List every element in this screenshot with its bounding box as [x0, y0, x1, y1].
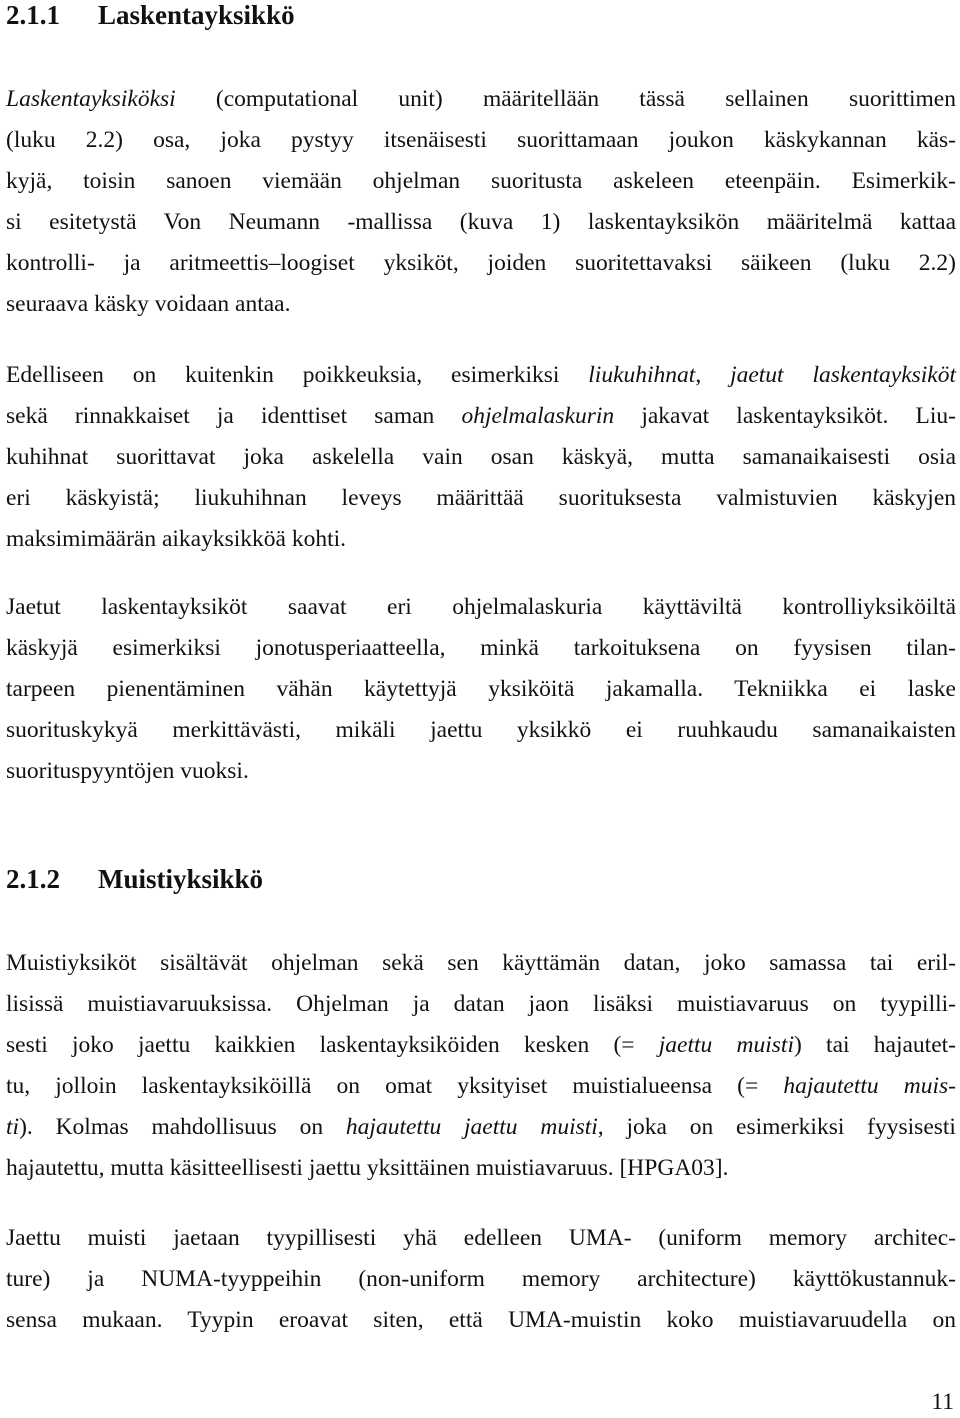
term-hajautettu-muisti: hajautettu muis- — [783, 1073, 956, 1099]
term-liukuhihnat: liukuhihnat — [588, 362, 696, 388]
text-line: suorituskykyä merkittävästi, mikäli jaettu yksikkö ei ruuhkaudu samanaikaisten — [6, 717, 956, 743]
text-line: kyjä, toisin sanoen viemään ohjelman suoritusta askeleen eteenpäin. Esimerkik- — [6, 168, 956, 194]
section-title: Laskentayksikkö — [98, 0, 295, 30]
paragraph-memory-units — [6, 943, 956, 1189]
paragraph-exceptions — [6, 355, 956, 560]
text-line: eri käskyistä; liukuhihnan leveys määrittää suorituksesta valmistuvien käskyjen — [6, 485, 956, 511]
text-line: sesti joko jaettu kaikkien laskentayksiköiden kesken (= jaettu muisti) tai hajautet- — [6, 1032, 956, 1058]
text-line: sensa mukaan. Tyypin eroavat siten, että UMA-muistin koko muistiavaruudella on — [6, 1307, 956, 1333]
text-line: Jaetut laskentayksiköt saavat eri ohjelmalaskuria käyttäviltä kontrolliyksiköiltä — [6, 594, 956, 620]
term-jaettu-muisti: jaettu muisti — [658, 1032, 794, 1058]
paragraph-uma-numa — [6, 1218, 956, 1341]
text-line: lisissä muistiavaruuksissa. Ohjelman ja datan jaon lisäksi muistiavaruus on tyypilli- — [6, 991, 956, 1017]
text-line: seuraava käsky voidaan antaa. — [6, 291, 291, 317]
text-line: kuhihnat suorittavat joka askelella vain osan käskyä, mutta samanaikaisesti osia — [6, 444, 956, 470]
text-line: si esitetystä Von Neumann -mallissa (kuva 1) laskentayksikön määritelmä kattaa — [6, 209, 956, 235]
text-line: Muistiyksiköt sisältävät ohjelman sekä sen käyttämän datan, joko samassa tai eril- — [6, 950, 956, 976]
section-heading-laskentayksikko — [6, 0, 295, 30]
text-line: suorituspyyntöjen vuoksi. — [6, 758, 249, 784]
text-line: (luku 2.2) osa, joka pystyy itsenäisesti suorittamaan joukon käskykannan käs- — [6, 127, 956, 153]
text-line: Edelliseen on kuitenkin poikkeuksia, esimerkiksi liukuhihnat, jaetut laskentayksiköt — [6, 362, 957, 388]
text-line: tu, jolloin laskentayksiköillä on omat yksityiset muistialueensa (= hajautettu muis- — [6, 1073, 956, 1099]
text-line: Laskentayksiköksi (computational unit) määritellään tässä sellainen suorittimen — [6, 86, 956, 112]
term-jaetut-laskentayksikot: jaetut laskentayksiköt — [730, 362, 957, 388]
text-line: maksimimäärän aikayksikköä kohti. — [6, 526, 347, 552]
text-line: tarpeen pienentäminen vähän käytettyjä yksiköitä jakamalla. Tekniikka ei laske — [6, 676, 956, 702]
term-ohjelmalaskurin: ohjelmalaskurin — [461, 403, 615, 429]
paragraph-shared-units — [6, 587, 956, 792]
section-number: 2.1.1 — [6, 0, 60, 30]
text-line: kontrolli- ja aritmeettis–loogiset yksiköt, joiden suoritettavaksi säikeen (luku 2.2) — [6, 250, 956, 276]
section-heading-muistiyksikko — [6, 864, 263, 894]
section-title: Muistiyksikkö — [98, 864, 264, 894]
text-line: sekä rinnakkaiset ja identtiset saman ohjelmalaskurin jakavat laskentayksiköt. Liu- — [6, 403, 956, 429]
text-line: ti). Kolmas mahdollisuus on hajautettu jaettu muisti, joka on esimerkiksi fyysisesti — [6, 1114, 956, 1140]
section-number: 2.1.2 — [6, 864, 60, 894]
page-number: 11 — [931, 1389, 954, 1415]
text-line: käskyjä esimerkiksi jonotusperiaatteella, minkä tarkoituksena on fyysisen tilan- — [6, 635, 956, 661]
defined-term: Laskentayksiköksi — [6, 86, 176, 112]
text-line: ture) ja NUMA-tyyppeihin (non-uniform memory architecture) käyttökustannuk- — [6, 1266, 956, 1292]
paragraph-definition — [6, 79, 956, 325]
term-hajautettu-jaettu-muisti: hajautettu jaettu muisti — [345, 1114, 598, 1140]
text-line: Jaettu muisti jaetaan tyypillisesti yhä edelleen UMA- (uniform memory architec- — [6, 1225, 956, 1251]
text-line: hajautettu, mutta käsitteellisesti jaettu yksittäinen muistiavaruus. [HPGA03]. — [6, 1155, 729, 1181]
